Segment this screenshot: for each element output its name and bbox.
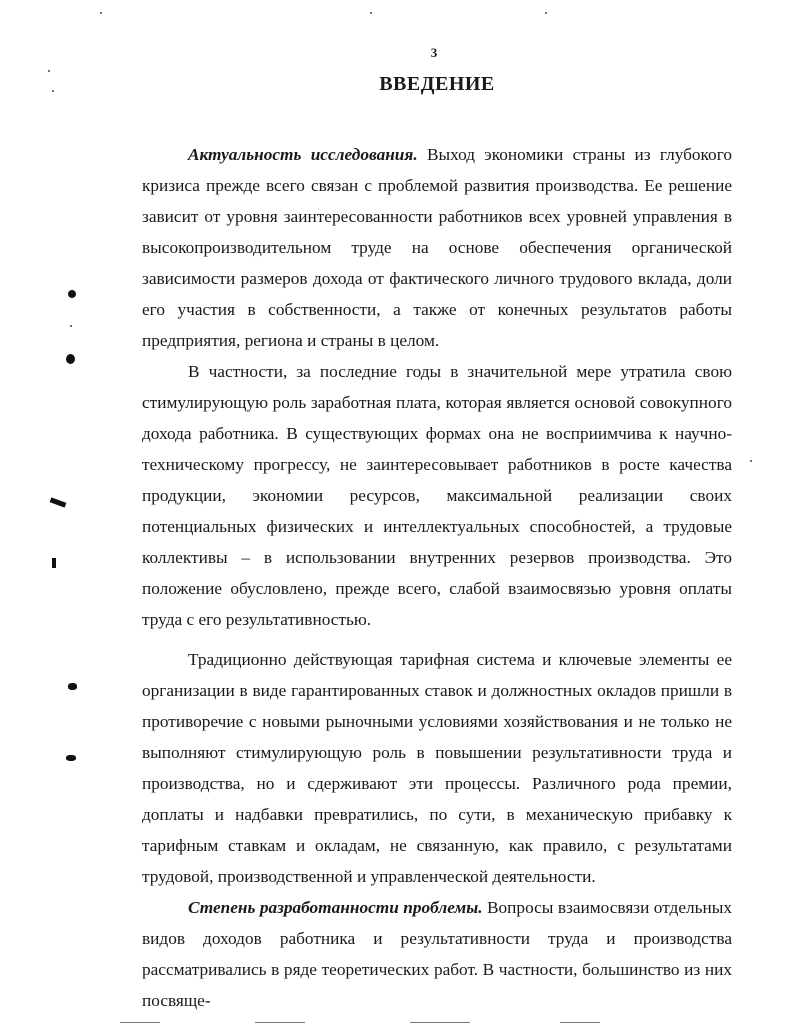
scan-speck <box>66 755 76 761</box>
scan-speck <box>50 497 67 507</box>
paragraph-relevance <box>142 139 732 356</box>
scan-speck <box>68 683 77 690</box>
scan-speck <box>560 1022 600 1023</box>
scan-speck <box>70 325 72 327</box>
page-number: 3 <box>430 45 438 60</box>
paragraph-problem-development <box>142 892 732 1016</box>
page-title: ВВЕДЕНИЕ <box>379 73 495 95</box>
paragraph-tariff-system <box>142 644 732 892</box>
scan-speck <box>66 354 75 364</box>
scan-speck <box>410 1022 470 1023</box>
document-body <box>142 139 732 1016</box>
scan-speck <box>68 290 76 298</box>
paragraph-lead: Степень разработанности проблемы. <box>188 898 483 917</box>
paragraph-text: Выход экономики страны из глубокого кризиса прежде всего связан с проблемой развития производства. Ее решение зависит от уровня заинтересованности работников всех уровней управления в высокопроизводительном труде на основе обеспечения органической зависимости размеров дохода от фактического личного трудового вклада, доли его участия в собственности, а также от конечных результатов работы предприятия, региона и страны в целом. <box>142 145 732 350</box>
paragraph-text: Традиционно действующая тарифная система и ключевые элементы ее организации в виде гарантированных ставок и должностных окладов пришли в противоречие с новыми рыночными условиями хозяйствования и не только не выполняют стимулирующую роль в повышении результативности труда и производства, но и сдерживают эти процессы. Различного рода премии, доплаты и надбавки превратились, по сути, в механическую прибавку к тарифным ставкам и окладам, не связанную, как правило, с результатами трудовой, производственной и управленческой деятельности. <box>142 650 732 886</box>
scan-speck <box>255 1022 305 1023</box>
paragraph-wages <box>142 356 732 635</box>
scan-speck <box>52 558 56 568</box>
paragraph-text: В частности, за последние годы в значительной мере утратила свою стимулирующую роль заработная плата, которая является основой совокупного дохода работника. В существующих формах она не восприимчива к научно-техническому прогрессу, не заинтересовывает работников в росте качества продукции, экономии ресурсов, максимальной реализации своих потенциальных физических и интеллектуальных способностей, а трудовые коллективы – в использовании внутренних резервов производства. Это положение обусловлено, прежде всего, слабой взаимосвязью уровня оплаты труда с его результативностью. <box>142 362 732 629</box>
scan-speck <box>120 1022 160 1023</box>
scan-speck <box>545 12 547 14</box>
paragraph-text: Вопросы взаимосвязи отдельных видов доходов работника и результативности труда и производства рассматривались в ряде теоретических работ. В частности, большинство из них посвяще- <box>142 898 732 1010</box>
scan-speck <box>48 70 50 72</box>
scan-speck <box>750 460 752 462</box>
paragraph-lead: Актуальность исследования. <box>188 145 418 164</box>
scan-speck <box>52 90 54 92</box>
scan-speck <box>370 12 372 14</box>
scan-speck <box>100 12 102 14</box>
